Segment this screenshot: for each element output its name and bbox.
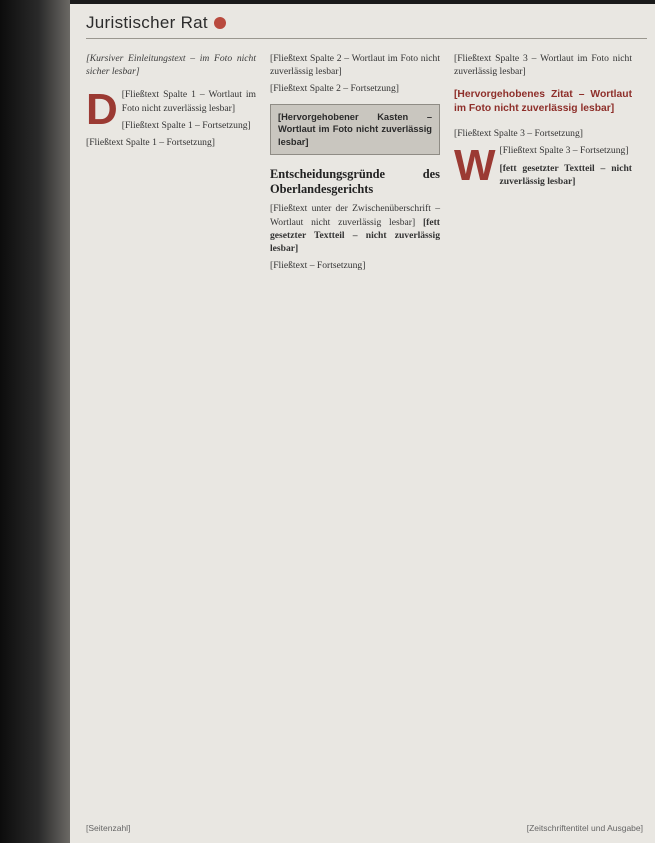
- page-header: [86, 10, 226, 36]
- lede-paragraph: [Kursiver Einleitungstext – im Foto nicht sicher lesbar]: [86, 53, 256, 78]
- body-text: [Fließtext Spalte 3 – Fortsetzung]: [499, 145, 629, 157]
- body-paragraph: [Fließtext Spalte 3 – Wortlaut im Foto nicht zuverlässig lesbar]: [454, 53, 632, 78]
- drop-cap: W: [454, 141, 496, 191]
- body-paragraph: [Fließtext – Fortsetzung]: [270, 260, 366, 272]
- text-column-3: [454, 52, 632, 192]
- section-marker-icon: [214, 17, 226, 29]
- bold-text: [fett gesetzter Textteil – nicht zuverlässig lesbar]: [270, 216, 440, 254]
- drop-cap: D: [86, 85, 118, 135]
- body-paragraph: [Fließtext Spalte 2 – Wortlaut im Foto nicht zuverlässig lesbar]: [270, 53, 440, 78]
- body-paragraph: [Fließtext Spalte 2 – Fortsetzung]: [270, 83, 399, 95]
- body-text: [Fließtext Spalte 1 – Wortlaut im Foto nicht zuverlässig lesbar]: [121, 89, 256, 114]
- highlight-box: [Hervorgehobener Kasten – Wortlaut im Foto nicht zuverlässig lesbar]: [270, 104, 440, 156]
- page-number: [Seitenzahl]: [86, 823, 131, 833]
- section-title: Juristischer Rat: [86, 13, 208, 32]
- book-spine-shadow: [0, 0, 70, 843]
- body-paragraph: [Fließtext Spalte 1 – Fortsetzung]: [86, 137, 215, 149]
- header-divider: [86, 38, 647, 39]
- section-heading: Entscheidungsgründe des Oberlandesgerichts: [270, 167, 440, 196]
- body-paragraph: [270, 202, 440, 255]
- text-column-2: [270, 52, 440, 276]
- page-footer: [86, 823, 643, 833]
- pull-quote: [Hervorgehobenes Zitat – Wortlaut im Foto nicht zuverlässig lesbar]: [454, 89, 632, 114]
- body-paragraph: [Fließtext Spalte 3 – Fortsetzung]: [454, 128, 583, 140]
- publication-info: [Zeitschriftentitel und Ausgabe]: [526, 823, 643, 833]
- body-text: [Fließtext unter der Zwischenüberschrift – Wortlaut nicht zuverlässig lesbar]: [270, 203, 440, 228]
- text-column-1: [86, 52, 256, 153]
- magazine-page: [70, 4, 655, 843]
- body-paragraph: [Fließtext Spalte 1 – Fortsetzung]: [121, 119, 251, 131]
- bold-paragraph: [fett gesetzter Textteil – nicht zuverlässig lesbar]: [499, 162, 632, 187]
